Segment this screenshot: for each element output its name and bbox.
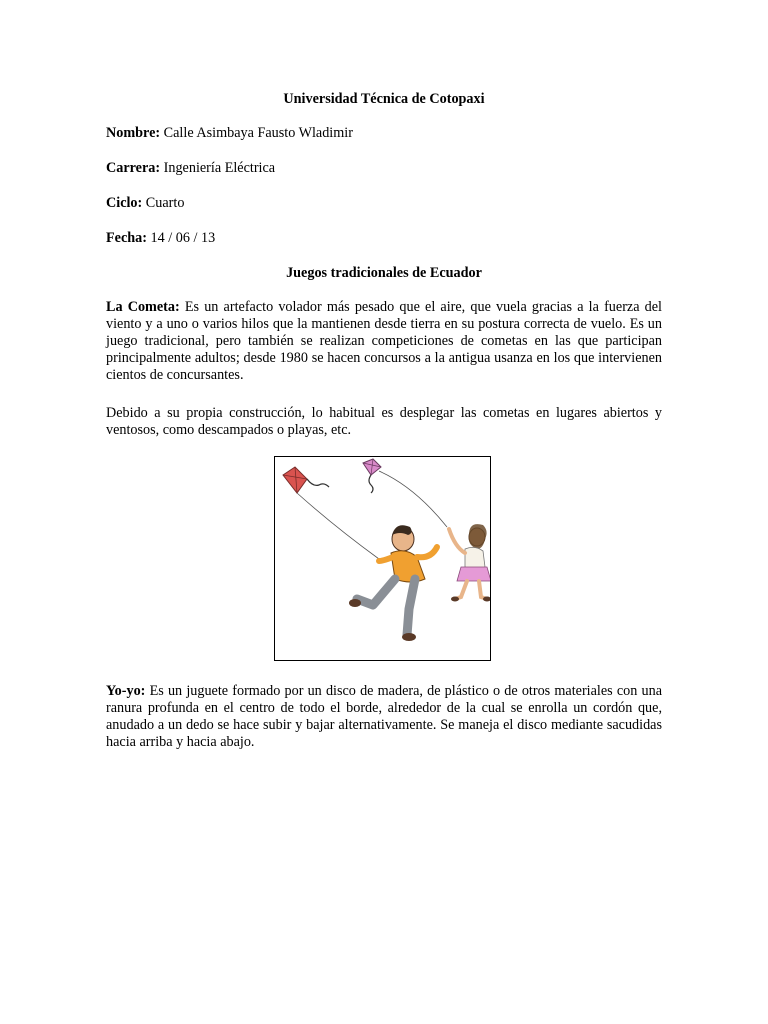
yoyo-term: Yo-yo:: [106, 683, 146, 699]
field-fecha: [106, 230, 662, 247]
cometa-text: Es un artefacto volador más pesado que el aire, que vuela gracias a la fuerza del viento y a uno o varios hilos que la mantienen desde tierra en su postura correcta de vuelo. Es un juego tradicional, pero también se realizan competiciones de cometas en las que participan principalmente adultos; desde 1980 se hacen concursos a la antigua usanza en los que intervienen cientos de concursantes.: [106, 299, 662, 383]
pink-kite-string: [379, 471, 447, 527]
cometa-term: La Cometa:: [106, 299, 180, 315]
section-title: Juegos tradicionales de Ecuador: [286, 265, 482, 281]
yoyo-paragraph: [106, 683, 662, 751]
field-ciclo-label: Ciclo:: [106, 195, 143, 211]
field-nombre-label: Nombre:: [106, 125, 161, 141]
cometa-paragraph-2: Debido a su propia construcción, lo habitual es desplegar las cometas en lugares abiertos y ventosos, como descampados o playas, etc.: [106, 405, 662, 438]
field-carrera: [106, 160, 662, 177]
red-kite-string: [297, 493, 379, 559]
field-ciclo: [106, 195, 662, 212]
field-fecha-value: 14 / 06 / 13: [150, 230, 216, 246]
pink-kite-icon: [363, 459, 381, 493]
field-ciclo-value: Cuarto: [145, 195, 185, 211]
university-title: Universidad Técnica de Cotopaxi: [283, 91, 485, 107]
field-carrera-value: Ingeniería Eléctrica: [163, 160, 276, 176]
kite-drawing: [275, 457, 490, 660]
field-carrera-label: Carrera:: [106, 160, 161, 176]
field-nombre: [106, 125, 662, 142]
cometa-paragraph: [106, 299, 662, 384]
yoyo-text: Es un juguete formado por un disco de madera, de plástico o de otros materiales con una ranura profunda en el centro de todo el borde, alrededor de la cual se enrolla un cordón que, anudado a un dedo se hace subir y bajar alternativamente. Se maneja el disco mediante sacudidas hacia arriba y hacia abajo.: [106, 683, 663, 750]
girl-figure-icon: [449, 524, 490, 601]
boy-figure-icon: [349, 525, 437, 641]
red-kite-icon: [283, 467, 329, 493]
kite-illustration: [274, 456, 491, 661]
field-nombre-value: Calle Asimbaya Fausto Wladimir: [163, 125, 353, 141]
field-fecha-label: Fecha:: [106, 230, 147, 246]
